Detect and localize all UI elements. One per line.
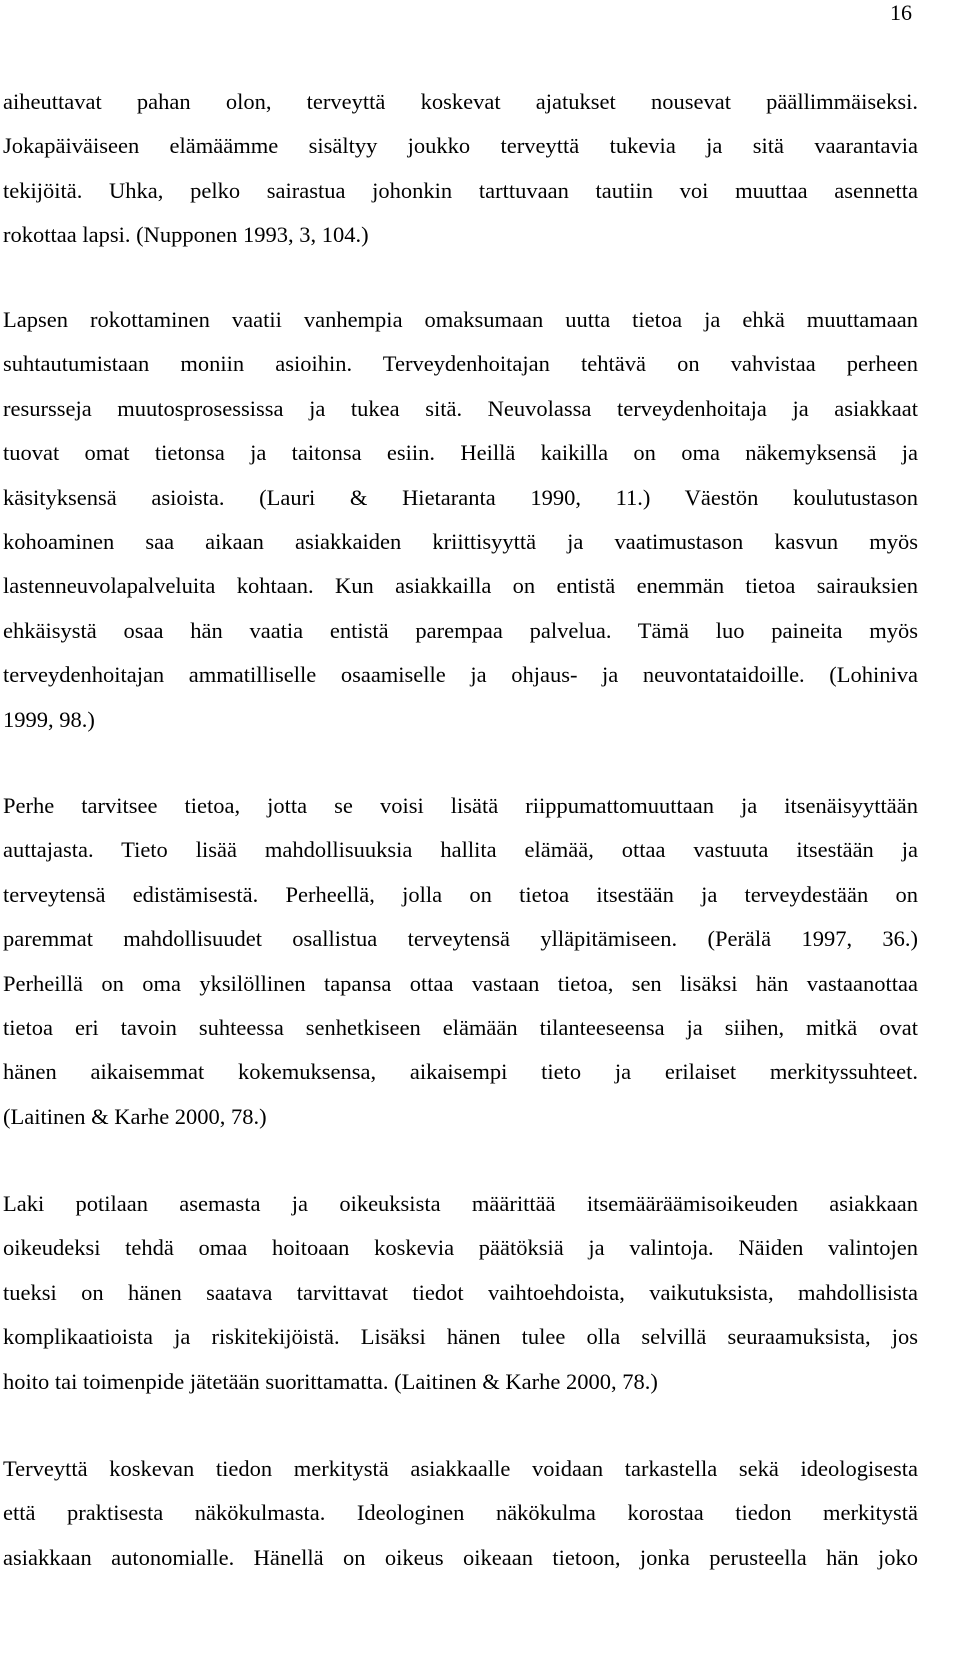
text-line: Perheillä on oma yksilöllinen tapansa ottaa vastaan tietoa, sen lisäksi hän vastaanottaa	[3, 970, 918, 996]
text-line: asiakkaan autonomialle. Hänellä on oikeus oikeaan tietoon, jonka perusteella hän jokо	[3, 1544, 918, 1570]
paragraph-4	[3, 1182, 918, 1404]
text-line: hänen aikaisemmat kokemuksensa, aikaisempi tieto ja erilaiset merkityssuhteet.	[3, 1059, 918, 1085]
text-line: Perhe tarvitsee tietoa, jotta se voisi lisätä riippumattomuuttaan ja itsenäisyyttään	[3, 793, 918, 818]
text-line: Jokapäiväiseen elämäämme sisältyy joukko terveyttä tukevia ja sitä vaarantavia	[3, 133, 918, 159]
text-line: Terveyttä koskevan tiedon merkitystä asiakkaalle voidaan tarkastella sekä ideologisesta	[3, 1456, 918, 1481]
text-line: tekijöitä. Uhka, pelko sairastua johonkin tarttuvaan tautiin voi muuttaa asennetta	[3, 177, 918, 203]
text-line: rokottaa lapsi. (Nupponen 1993, 3, 104.)	[3, 222, 369, 248]
text-line: suhtautumistaan moniin asioihin. Terveydenhoitajan tehtävä on vahvistaa perheen	[3, 351, 918, 377]
text-line: että praktisesta näkökulmasta. Ideologinen näkökulma korostaa tiedon merkitystä	[3, 1500, 918, 1526]
paragraph-2	[3, 298, 918, 742]
page-number: 16	[890, 0, 912, 25]
text-line: tuovat omat tietonsa ja taitonsa esiin. Heillä kaikilla on oma näkemyksensä ja	[3, 440, 918, 466]
text-line: paremmat mahdollisuudet osallistua terveytensä ylläpitämiseen. (Perälä 1997, 36.)	[3, 926, 918, 952]
text-line: auttajasta. Tieto lisää mahdollisuuksia hallita elämää, ottaa vastuuta itsestään ja	[3, 837, 918, 863]
text-line: (Laitinen & Karhe 2000, 78.)	[3, 1103, 267, 1129]
text-line: lastenneuvolapalveluita kohtaan. Kun asiakkailla on entistä enemmän tietoa sairauksien	[3, 573, 918, 599]
text-line: aiheuttavat pahan olon, terveyttä koskevat ajatukset nousevat päällimmäiseksi.	[3, 89, 918, 114]
text-line: tietoa eri tavoin suhteessa senhetkiseen elämään tilanteeseensa ja siihen, mitkä ovat	[3, 1014, 918, 1040]
text-line: komplikaatioista ja riskitekijöistä. Lisäksi hänen tulee olla selvillä seuraamuksista, jos	[3, 1324, 918, 1350]
text-line: käsityksensä asioista. (Lauri & Hietaranta 1990, 11.) Väestön koulutustason	[3, 484, 918, 510]
text-line: terveytensä edistämisestä. Perheellä, jolla on tietoa itsestään ja terveydestään on	[3, 881, 918, 907]
text-line: ehkäisystä osaa hän vaatia entistä parempaa palvelua. Tämä luo paineita myös	[3, 617, 918, 643]
text-line: tueksi on hänen saatava tarvittavat tiedot vaihtoehdoista, vaikutuksista, mahdollisista	[3, 1279, 918, 1305]
text-line: Laki potilaan asemasta ja oikeuksista määrittää itsemääräämisoikeuden asiakkaan	[3, 1191, 918, 1216]
text-line: terveydenhoitajan ammatilliselle osaamiselle ja ohjaus- ja neuvontataidoille. (Lohiniva	[3, 662, 918, 688]
text-line: hoito tai toimenpide jätetään suorittamatta. (Laitinen & Karhe 2000, 78.)	[3, 1368, 658, 1394]
text-line: Lapsen rokottaminen vaatii vanhempia omaksumaan uutta tietoa ja ehkä muuttamaan	[3, 307, 918, 332]
text-line: resursseja muutosprosessissa ja tukea sitä. Neuvolassa terveydenhoitaja ja asiakkaat	[3, 395, 918, 421]
text-line: 1999, 98.)	[3, 706, 95, 732]
paragraph-5	[3, 1447, 918, 1580]
paragraph-1	[3, 80, 918, 258]
text-line: oikeudeksi tehdä omaa hoitoaan koskevia päätöksiä ja valintoja. Näiden valintojen	[3, 1235, 918, 1261]
text-line: kohoaminen saa aikaan asiakkaiden kriittisyyttä ja vaatimustason kasvun myös	[3, 528, 918, 554]
paragraph-3	[3, 784, 918, 1139]
